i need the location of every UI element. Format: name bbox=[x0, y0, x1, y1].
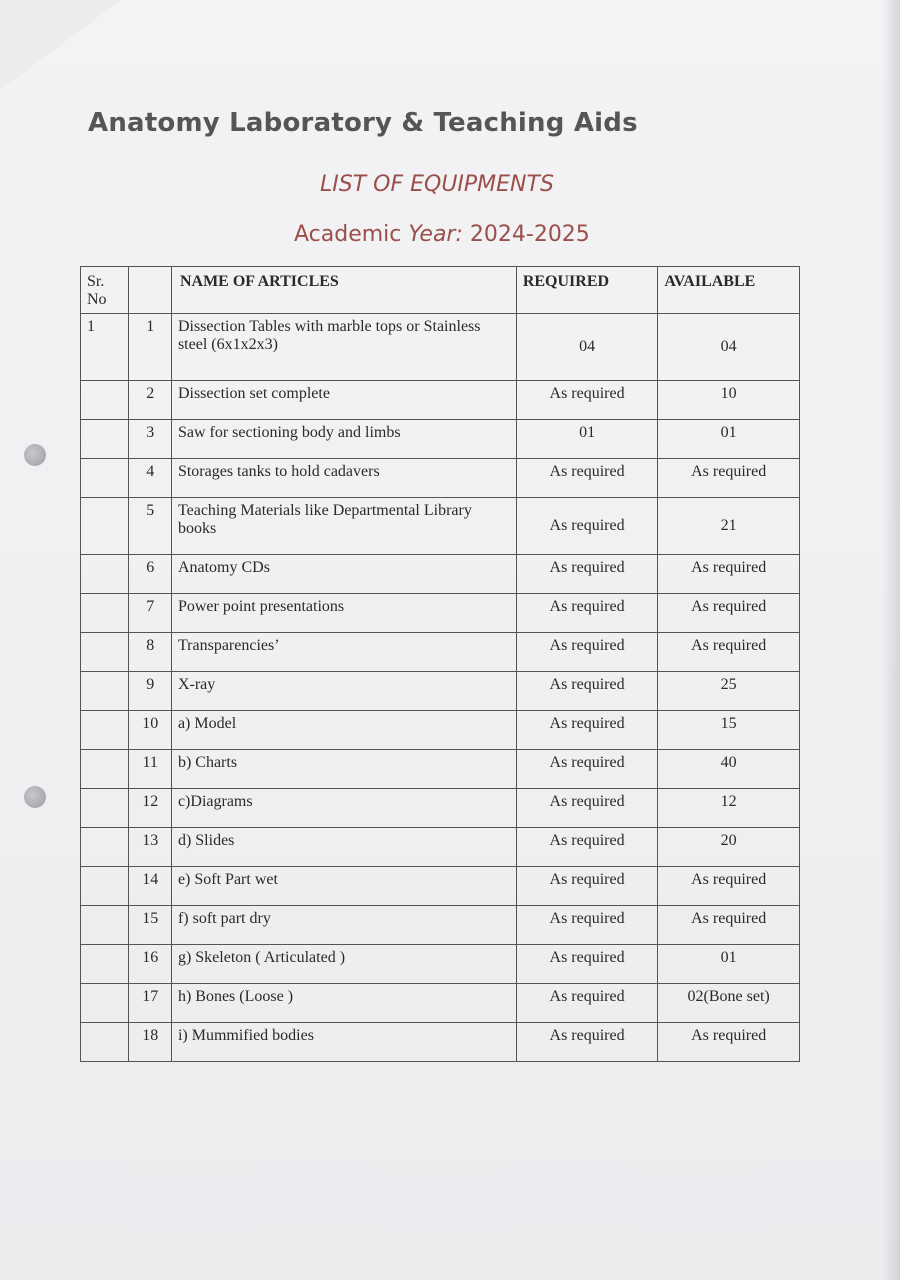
cell-required: As required bbox=[516, 633, 658, 672]
cell-item-number: 6 bbox=[129, 555, 172, 594]
table-row bbox=[81, 984, 800, 1023]
table-row bbox=[81, 711, 800, 750]
cell-available: 20 bbox=[658, 828, 800, 867]
cell-article-name: c)Diagrams bbox=[171, 789, 516, 828]
cell-required: As required bbox=[516, 984, 658, 1023]
cell-required: As required bbox=[516, 381, 658, 420]
cell-article-name: Saw for sectioning body and limbs bbox=[171, 420, 516, 459]
cell-required: As required bbox=[516, 672, 658, 711]
header-blank bbox=[129, 267, 172, 314]
cell-available: As required bbox=[658, 867, 800, 906]
cell-available: As required bbox=[658, 594, 800, 633]
table-row bbox=[81, 750, 800, 789]
cell-item-number: 16 bbox=[129, 945, 172, 984]
page-edge bbox=[882, 0, 900, 1280]
cell-sr-no bbox=[81, 459, 129, 498]
year-value: 2024-2025 bbox=[469, 222, 590, 247]
header-name: NAME OF ARTICLES bbox=[171, 267, 516, 314]
cell-item-number: 13 bbox=[129, 828, 172, 867]
cell-sr-no bbox=[81, 420, 129, 459]
cell-item-number: 17 bbox=[129, 984, 172, 1023]
cell-sr-no bbox=[81, 711, 129, 750]
punch-hole-icon bbox=[24, 444, 46, 466]
cell-article-name: Power point presentations bbox=[171, 594, 516, 633]
cell-article-name: Storages tanks to hold cadavers bbox=[171, 459, 516, 498]
cell-available: 40 bbox=[658, 750, 800, 789]
cell-required: As required bbox=[516, 555, 658, 594]
cell-available: 01 bbox=[658, 420, 800, 459]
cell-item-number: 2 bbox=[129, 381, 172, 420]
cell-sr-no bbox=[81, 633, 129, 672]
list-title: LIST OF EQUIPMENTS bbox=[320, 172, 554, 197]
table-row bbox=[81, 420, 800, 459]
cell-available: As required bbox=[658, 633, 800, 672]
cell-sr-no bbox=[81, 789, 129, 828]
table-row bbox=[81, 594, 800, 633]
cell-sr-no bbox=[81, 750, 129, 789]
cell-required: As required bbox=[516, 750, 658, 789]
header-sr-no: Sr. No bbox=[81, 267, 129, 314]
cell-article-name: b) Charts bbox=[171, 750, 516, 789]
cell-available: 21 bbox=[658, 498, 800, 555]
cell-sr-no bbox=[81, 984, 129, 1023]
table-row bbox=[81, 867, 800, 906]
cell-required: As required bbox=[516, 945, 658, 984]
cell-available: As required bbox=[658, 555, 800, 594]
cell-required: As required bbox=[516, 906, 658, 945]
page-fold bbox=[0, 0, 120, 90]
cell-sr-no bbox=[81, 828, 129, 867]
cell-available: 12 bbox=[658, 789, 800, 828]
cell-article-name: Anatomy CDs bbox=[171, 555, 516, 594]
table-row bbox=[81, 314, 800, 381]
cell-sr-no bbox=[81, 906, 129, 945]
cell-item-number: 15 bbox=[129, 906, 172, 945]
table-row bbox=[81, 945, 800, 984]
year-word: Year: bbox=[408, 222, 463, 247]
cell-item-number: 3 bbox=[129, 420, 172, 459]
cell-item-number: 1 bbox=[129, 314, 172, 381]
table-row bbox=[81, 828, 800, 867]
cell-article-name: Dissection set complete bbox=[171, 381, 516, 420]
cell-required: As required bbox=[516, 711, 658, 750]
punch-hole-icon bbox=[24, 786, 46, 808]
cell-item-number: 14 bbox=[129, 867, 172, 906]
cell-article-name: Transparencies’ bbox=[171, 633, 516, 672]
cell-article-name: Dissection Tables with marble tops or Stainless steel (6x1x2x3) bbox=[171, 314, 516, 381]
cell-article-name: X-ray bbox=[171, 672, 516, 711]
cell-article-name: h) Bones (Loose ) bbox=[171, 984, 516, 1023]
cell-required: 01 bbox=[516, 420, 658, 459]
cell-item-number: 12 bbox=[129, 789, 172, 828]
table-row bbox=[81, 555, 800, 594]
cell-sr-no: 1 bbox=[81, 314, 129, 381]
cell-required: As required bbox=[516, 498, 658, 555]
cell-required: As required bbox=[516, 828, 658, 867]
header-available: AVAILABLE bbox=[658, 267, 800, 314]
table-row bbox=[81, 789, 800, 828]
cell-available: 01 bbox=[658, 945, 800, 984]
cell-item-number: 8 bbox=[129, 633, 172, 672]
cell-sr-no bbox=[81, 498, 129, 555]
cell-required: As required bbox=[516, 1023, 658, 1062]
cell-sr-no bbox=[81, 555, 129, 594]
header-required: REQUIRED bbox=[516, 267, 658, 314]
cell-item-number: 10 bbox=[129, 711, 172, 750]
page-title: Anatomy Laboratory & Teaching Aids bbox=[88, 108, 638, 138]
academic-year bbox=[294, 222, 590, 247]
cell-item-number: 11 bbox=[129, 750, 172, 789]
cell-available: 04 bbox=[658, 314, 800, 381]
cell-article-name: f) soft part dry bbox=[171, 906, 516, 945]
cell-required: As required bbox=[516, 459, 658, 498]
table-row bbox=[81, 672, 800, 711]
equipment-table bbox=[80, 266, 800, 1062]
cell-article-name: g) Skeleton ( Articulated ) bbox=[171, 945, 516, 984]
table-header-row bbox=[81, 267, 800, 314]
cell-sr-no bbox=[81, 594, 129, 633]
cell-sr-no bbox=[81, 381, 129, 420]
table-row bbox=[81, 1023, 800, 1062]
cell-article-name: Teaching Materials like Departmental Library books bbox=[171, 498, 516, 555]
cell-item-number: 9 bbox=[129, 672, 172, 711]
cell-item-number: 7 bbox=[129, 594, 172, 633]
cell-item-number: 5 bbox=[129, 498, 172, 555]
cell-available: As required bbox=[658, 459, 800, 498]
cell-item-number: 4 bbox=[129, 459, 172, 498]
year-prefix: Academic bbox=[294, 222, 402, 247]
cell-sr-no bbox=[81, 945, 129, 984]
cell-available: 25 bbox=[658, 672, 800, 711]
cell-sr-no bbox=[81, 867, 129, 906]
table-row bbox=[81, 498, 800, 555]
table-row bbox=[81, 906, 800, 945]
cell-available: As required bbox=[658, 1023, 800, 1062]
cell-article-name: d) Slides bbox=[171, 828, 516, 867]
cell-required: 04 bbox=[516, 314, 658, 381]
cell-required: As required bbox=[516, 789, 658, 828]
cell-available: 10 bbox=[658, 381, 800, 420]
cell-article-name: i) Mummified bodies bbox=[171, 1023, 516, 1062]
cell-sr-no bbox=[81, 1023, 129, 1062]
cell-article-name: a) Model bbox=[171, 711, 516, 750]
cell-article-name: e) Soft Part wet bbox=[171, 867, 516, 906]
table-row bbox=[81, 381, 800, 420]
cell-available: 02(Bone set) bbox=[658, 984, 800, 1023]
cell-required: As required bbox=[516, 867, 658, 906]
cell-sr-no bbox=[81, 672, 129, 711]
table-row bbox=[81, 633, 800, 672]
cell-available: 15 bbox=[658, 711, 800, 750]
cell-available: As required bbox=[658, 906, 800, 945]
cell-item-number: 18 bbox=[129, 1023, 172, 1062]
cell-required: As required bbox=[516, 594, 658, 633]
table-row bbox=[81, 459, 800, 498]
